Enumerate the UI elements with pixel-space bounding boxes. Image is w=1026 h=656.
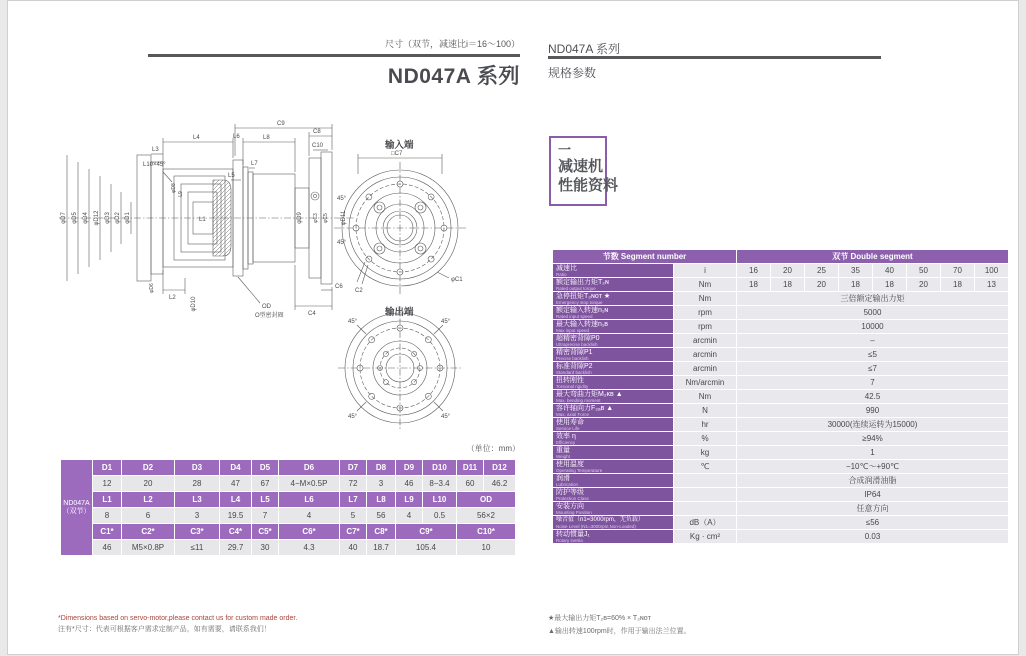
- dims-header: C9*: [396, 524, 456, 539]
- spec-unit: arcmin: [674, 362, 736, 375]
- spec-row-rated-input-speed: 额定输入转速n₁ɴ Rated input speed rpm 5000: [553, 306, 1008, 319]
- spec-row-protection-class: 防护等级 Protection Class IP64: [553, 488, 1008, 501]
- dims-header: C7*: [340, 524, 366, 539]
- dim-l5: L5: [228, 173, 235, 179]
- dim-45-output-4: 45°: [441, 414, 451, 420]
- dim-l9: L9: [178, 191, 184, 197]
- dims-header: D1: [93, 460, 121, 475]
- spec-unit: dB（A）: [674, 516, 736, 529]
- dims-value: 72: [340, 476, 366, 491]
- spec-header-left: 节数 Segment number: [553, 250, 736, 263]
- spec-label: 扭转刚性 Torsional rigidity: [553, 376, 673, 389]
- dims-header: L10: [423, 492, 456, 507]
- dims-header: L5: [252, 492, 278, 507]
- dims-values-l-row: [61, 508, 515, 523]
- spec-label: 使用温度 Operating Temperature: [553, 460, 673, 473]
- dim-d8: φD8: [171, 183, 177, 193]
- spec-label: 额定输出力矩T₂ɴ Rated output torque: [553, 278, 673, 291]
- spec-unit: Nm: [674, 390, 736, 403]
- spec-row-max-bending-moment: 最大弯曲力矩M₂ᴋʙ ▲ Max. bending moment Nm 42.5: [553, 390, 1008, 403]
- spec-unit: arcmin: [674, 334, 736, 347]
- dim-l7: L7: [251, 161, 258, 167]
- right-page-series: ND047A 系列: [548, 42, 621, 56]
- dims-header-d-row: [61, 460, 515, 475]
- dims-value: ≤11: [175, 540, 219, 555]
- technical-drawing: [55, 112, 535, 457]
- dims-model: ND047A: [63, 499, 90, 507]
- spec-row-precise-backlash: 精密背隙P1 Precise backlish arcmin ≤5: [553, 348, 1008, 361]
- badge-dash: 一: [558, 142, 572, 157]
- dim-c10: C10: [312, 143, 324, 149]
- badge-line1: 减速机: [558, 158, 604, 175]
- dims-header: C2*: [122, 524, 174, 539]
- dims-value: 8−3.4: [423, 476, 456, 491]
- dims-value: 19.5: [220, 508, 251, 523]
- dims-value: 7: [252, 508, 278, 523]
- spec-label: 容许轴向力F₂ₐʙ ▲ Max. axial Force: [553, 404, 673, 417]
- spec-header-right: 双节 Double segment: [737, 250, 1008, 263]
- spec-label: 额定输入转速n₁ɴ Rated input speed: [553, 306, 673, 319]
- dims-value: 47: [220, 476, 251, 491]
- dims-header: L6: [279, 492, 339, 507]
- dim-l8: L8: [263, 135, 270, 141]
- dim-l4: L4: [193, 135, 200, 141]
- footnote-right-1: ★最大输出力矩T₂ʙ=60% × T₂ɴᴏᴛ: [548, 615, 651, 622]
- spec-unit: Nm: [674, 292, 736, 305]
- dims-header: D7: [340, 460, 366, 475]
- spec-label: 超精密背隙P0 Ultraprecise backlish: [553, 334, 673, 347]
- dim-45-output-2: 45°: [441, 319, 451, 325]
- badge-line2: 性能资料: [558, 177, 619, 194]
- spec-row-max-input-speed: 最大输入转速n₁ʙ Max input speed rpm 10000: [553, 320, 1008, 333]
- dims-value: 20: [122, 476, 174, 491]
- spec-unit: hr: [674, 418, 736, 431]
- right-title-rule: [548, 56, 881, 59]
- spec-label: 效率 η Efficiency: [553, 432, 673, 445]
- dim-od: OD: [262, 304, 271, 310]
- dims-values-d-row: [61, 476, 515, 491]
- right-page-subtitle: 规格参数: [548, 66, 597, 80]
- dims-header: D4: [220, 460, 251, 475]
- dims-header: C6*: [279, 524, 339, 539]
- spec-unit: Nm/arcmin: [674, 376, 736, 389]
- dim-c6: C6: [335, 284, 343, 290]
- spec-row-noise-level: 噪音值（n1=3000rpm，无负载） Noise Level (N1=3000rpm,Non-Loaded) dB（A） ≤56: [553, 516, 1008, 529]
- dim-d7: φD7: [61, 212, 67, 224]
- spec-row-weight: 重量 Weight kg 1: [553, 446, 1008, 459]
- spec-unit: ℃: [674, 460, 736, 473]
- dims-header: D5: [252, 460, 278, 475]
- dim-c1: φC1: [451, 277, 463, 283]
- spec-row-rated-output-torque: 额定输出力矩T₂ɴ Rated output torque Nm 18 18 20 18 18 20 18 13: [553, 278, 1008, 291]
- dims-header: L1: [93, 492, 121, 507]
- spec-label: 最大输入转速n₁ʙ Max input speed: [553, 320, 673, 333]
- spec-unit: i: [674, 264, 736, 277]
- dims-header: D12: [484, 460, 515, 475]
- dims-value: 28: [175, 476, 219, 491]
- dim-c3: φC3: [313, 213, 319, 223]
- dims-header: L7: [340, 492, 366, 507]
- dims-value: 0.5: [423, 508, 456, 523]
- dims-value: 12: [93, 476, 121, 491]
- spec-label: 润滑 Lubrication: [553, 474, 673, 487]
- spec-row-mounting-position: 安装方向 Mounting Position 任意方向: [553, 502, 1008, 515]
- unit-note: （单位：mm）: [466, 444, 520, 453]
- dims-value: 105.4: [396, 540, 456, 555]
- dims-value: 4.3: [279, 540, 339, 555]
- spec-label: 转动惯量J₁ Rotary inertia: [553, 530, 673, 543]
- dim-c5: φC5: [323, 213, 329, 223]
- dims-value: 8: [93, 508, 121, 523]
- dim-l2: L2: [169, 295, 176, 301]
- dims-value: 4−M×0.5P: [279, 476, 339, 491]
- dim-d4: φD4: [83, 212, 89, 224]
- spec-row-standard-backlash: 标准背隙P2 Standard backlish arcmin ≤7: [553, 362, 1008, 375]
- spec-header-row: [553, 250, 1008, 263]
- spec-row-max-axial-force: 容许轴向力F₂ₐʙ ▲ Max. axial Force N 990: [553, 404, 1008, 417]
- dims-value: 40: [340, 540, 366, 555]
- spec-row-ratio: 减速比 Ratio i 16 20 25 35 40 50 70 100: [553, 264, 1008, 277]
- dims-value: 18.7: [367, 540, 395, 555]
- spec-row-lubrication: 润滑 Lubrication 合成润滑油脂: [553, 474, 1008, 487]
- dims-header: L9: [396, 492, 422, 507]
- dims-value: 56×2: [457, 508, 515, 523]
- dims-header: L4: [220, 492, 251, 507]
- dimensions-table: [60, 459, 516, 556]
- dims-value: 30: [252, 540, 278, 555]
- spec-label: 防护等级 Protection Class: [553, 488, 673, 501]
- dim-45-output-1: 45°: [348, 319, 358, 325]
- input-end-title: 输入端: [385, 140, 414, 151]
- dims-value: 46: [93, 540, 121, 555]
- dims-header: C3*: [175, 524, 219, 539]
- dims-value: 3: [367, 476, 395, 491]
- dim-d11: φD11: [341, 210, 347, 226]
- left-page-kicker: 尺寸（双节，减速比i＝16～100）: [384, 39, 520, 49]
- spec-row-efficiency: 效率 η Efficiency % ≥94%: [553, 432, 1008, 445]
- spec-label: 重量 Weight: [553, 446, 673, 459]
- dims-header: C8*: [367, 524, 395, 539]
- dim-d9: φD9: [297, 212, 303, 224]
- dim-d10: φD10: [191, 296, 197, 312]
- dims-header: OD: [457, 492, 515, 507]
- dims-value: 60: [457, 476, 483, 491]
- dims-header: D8: [367, 460, 395, 475]
- dim-l6: L6: [233, 134, 240, 140]
- spec-unit: [674, 474, 736, 487]
- dims-header: L3: [175, 492, 219, 507]
- spec-label: 精密背隙P1 Precise backlish: [553, 348, 673, 361]
- spec-unit: [674, 502, 736, 515]
- spec-unit: N: [674, 404, 736, 417]
- section-badge: [549, 136, 619, 206]
- dim-c4: C4: [308, 311, 316, 317]
- spec-unit: rpm: [674, 306, 736, 319]
- spec-unit: Nm: [674, 278, 736, 291]
- left-title-rule: [148, 54, 520, 57]
- dim-c2: C2: [355, 288, 363, 294]
- dims-value: 4: [279, 508, 339, 523]
- dims-value: 10: [457, 540, 515, 555]
- spec-unit: [674, 488, 736, 501]
- dims-value: 5: [340, 508, 366, 523]
- dims-values-c-row: [61, 540, 515, 555]
- dim-d6: φD6: [149, 283, 155, 293]
- dims-header: D10: [423, 460, 456, 475]
- spec-row-operating-temperature: 使用温度 Operating Temperature ℃ −10℃～+90℃: [553, 460, 1008, 473]
- dim-c7: □C7: [391, 151, 403, 157]
- dims-header: D11: [457, 460, 483, 475]
- dims-value: 46: [396, 476, 422, 491]
- spec-unit: rpm: [674, 320, 736, 333]
- dims-value: 4: [396, 508, 422, 523]
- dims-header: D3: [175, 460, 219, 475]
- dims-header: C10*: [457, 524, 515, 539]
- dim-45-input-2: 45°: [337, 240, 347, 246]
- dims-header: L2: [122, 492, 174, 507]
- dims-value: 3: [175, 508, 219, 523]
- dims-value: 29.7: [220, 540, 251, 555]
- dim-45-output-3: 45°: [348, 414, 358, 420]
- spec-label: 噪音值（n1=3000rpm，无负载） Noise Level (N1=3000rpm,Non-Loaded): [553, 516, 673, 529]
- dims-value: 56: [367, 508, 395, 523]
- spec-row-torsional-rigidity: 扭转刚性 Torsional rigidity Nm/arcmin 7: [553, 376, 1008, 389]
- dim-c9: C9: [277, 121, 285, 127]
- dims-model-sub: （双节）: [62, 507, 91, 515]
- dims-model-cell: [61, 460, 92, 555]
- dims-header: D6: [279, 460, 339, 475]
- footnote-asterisk: *: [58, 615, 61, 622]
- dim-d2: φD2: [115, 212, 121, 224]
- dims-header: D2: [122, 460, 174, 475]
- dim-45-input-1: 45°: [337, 196, 347, 202]
- spec-label: 减速比 Ratio: [553, 264, 673, 277]
- spec-unit: Kg · cm²: [674, 530, 736, 543]
- footnote-left-zh: 注有*尺寸：代表可根据客户需求定制产品，如有需要，请联系我们！: [58, 626, 271, 633]
- dim-c8: C8: [313, 129, 321, 135]
- spec-label: 安装方向 Mounting Position: [553, 502, 673, 515]
- spec-unit: kg: [674, 446, 736, 459]
- dim-l3: L3: [152, 147, 159, 153]
- dims-header: C5*: [252, 524, 278, 539]
- dims-header-l-row: [61, 492, 515, 507]
- footnote-left-en: *Dimensions based on servo-motor,please contact us for custom made order.: [58, 615, 298, 622]
- dims-header: C4*: [220, 524, 251, 539]
- output-end-title: 输出端: [385, 307, 414, 318]
- spec-table: [552, 249, 1009, 544]
- spec-row-service-life: 使用寿命 Service Life hr 30000(连续运转为15000): [553, 418, 1008, 431]
- spec-unit: arcmin: [674, 348, 736, 361]
- dims-header: C1*: [93, 524, 121, 539]
- spec-label: 标准背隙P2 Standard backlish: [553, 362, 673, 375]
- spec-label: 使用寿命 Service Life: [553, 418, 673, 431]
- dims-header-c-row: [61, 524, 515, 539]
- dim-l10: L10×45°: [143, 162, 166, 168]
- spec-row-ultraprecise-backlash: 超精密背隙P0 Ultraprecise backlish arcmin –: [553, 334, 1008, 347]
- dims-header: L8: [367, 492, 395, 507]
- spec-row-rotary-inertia: 转动惯量J₁ Rotary inertia Kg · cm² 0.03: [553, 530, 1008, 543]
- footnote-right-2: ▲输出转速100rpm时，作用于输出法兰位置。: [548, 628, 691, 635]
- dim-oring-label: O型密封圈: [255, 313, 284, 319]
- dim-d3: φD3: [105, 212, 111, 224]
- dim-l1: L1: [199, 217, 206, 223]
- dims-value: 6: [122, 508, 174, 523]
- dim-d5: φD5: [72, 212, 78, 224]
- dims-value: 46.2: [484, 476, 515, 491]
- spec-unit: %: [674, 432, 736, 445]
- spec-label: 急停扭矩T₂ɴᴏᴛ ★ Emergency stop torque: [553, 292, 673, 305]
- dims-value: 67: [252, 476, 278, 491]
- spec-label: 最大弯曲力矩M₂ᴋʙ ▲ Max. bending moment: [553, 390, 673, 403]
- spec-row-emergency-stop-torque: 急停扭矩T₂ɴᴏᴛ ★ Emergency stop torque Nm 三倍额定输出力矩: [553, 292, 1008, 305]
- dim-d1: φD1: [125, 212, 131, 224]
- left-page-title: ND047A 系列: [387, 65, 520, 88]
- dims-header: D9: [396, 460, 422, 475]
- dim-d12: φD12: [94, 210, 100, 226]
- dims-value: M5×0.8P: [122, 540, 174, 555]
